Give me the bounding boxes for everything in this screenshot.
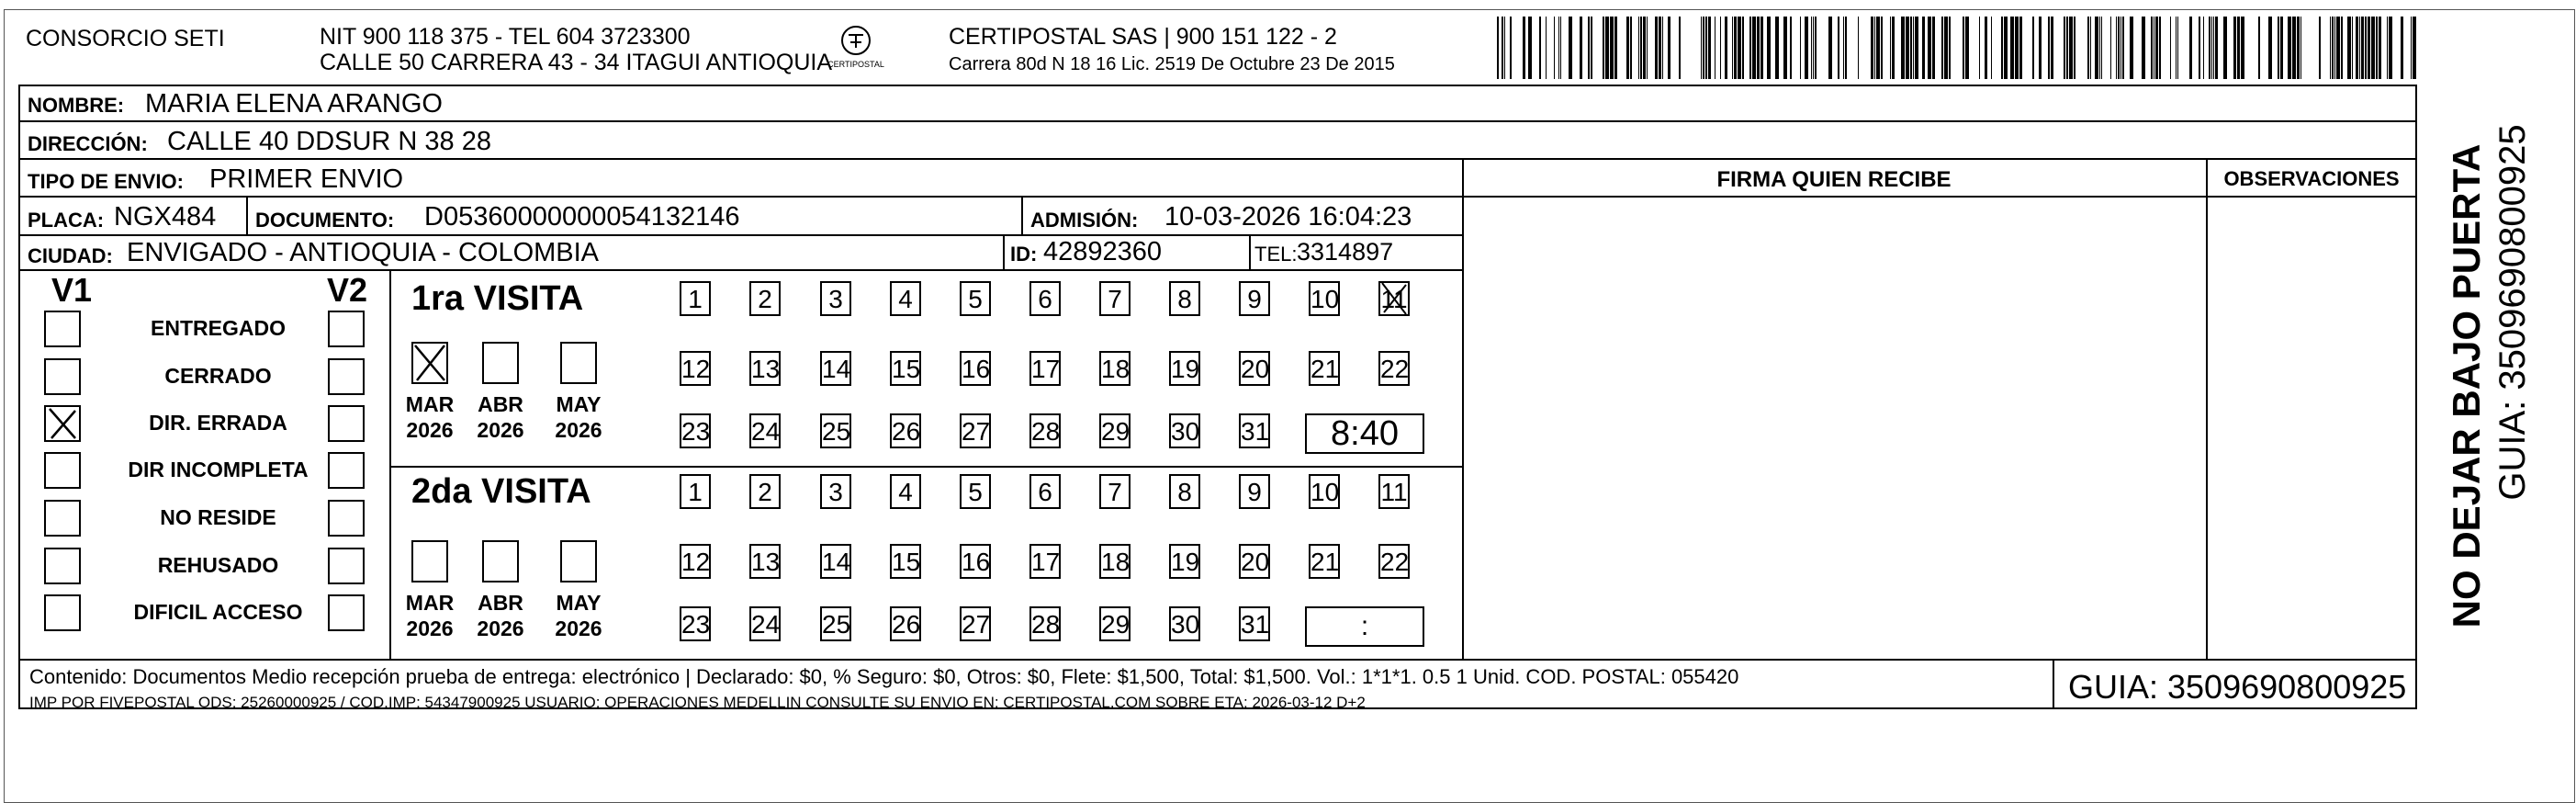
time-box[interactable]: 8:40 xyxy=(1305,413,1424,454)
month-name: ABR xyxy=(478,591,523,615)
status-label: DIR INCOMPLETA xyxy=(128,458,309,481)
month-year: 2026 xyxy=(477,616,524,640)
day-box[interactable]: 5 xyxy=(960,474,991,509)
plate-value: NGX484 xyxy=(114,202,217,232)
day-box[interactable]: 17 xyxy=(1029,544,1061,579)
v1-checkbox[interactable] xyxy=(44,548,81,584)
time-box[interactable]: : xyxy=(1305,606,1424,647)
city-value: ENVIGADO - ANTIOQUIA - COLOMBIA xyxy=(127,238,600,267)
day-box[interactable]: 12 xyxy=(680,544,711,579)
recipient-address: CALLE 40 DDSUR N 38 28 xyxy=(167,127,491,156)
day-box[interactable]: 22 xyxy=(1378,351,1410,386)
v1-checkbox[interactable] xyxy=(44,358,81,395)
phone-label: TEL: xyxy=(1254,243,1298,266)
status-label: DIR. ERRADA xyxy=(149,411,287,435)
month-checkbox-abr[interactable] xyxy=(482,540,519,582)
id-label: ID: xyxy=(1010,243,1038,266)
month-label xyxy=(473,590,528,641)
v1-checkbox[interactable] xyxy=(44,405,81,442)
month-label xyxy=(402,590,457,641)
day-box[interactable]: 10 xyxy=(1309,474,1340,509)
month-checkbox-may[interactable] xyxy=(560,540,597,582)
footer-imp: IMP POR FIVEPOSTAL ODS: 25260000925 / COD.IMP: 54347900925 USUARIO: OPERACIONES MEDELLIN CONSULTE SU ENVIO EN: CERTIPOSTAL.COM SOBRE ETA: 2026-03-12 D+2 xyxy=(29,694,1366,711)
side-guide: GUIA: 3509690800925 xyxy=(2492,124,2533,501)
day-box[interactable]: 14 xyxy=(820,544,851,579)
signature-header: FIRMA QUIEN RECIBE xyxy=(1716,167,1952,192)
month-checkbox-mar[interactable] xyxy=(411,342,448,384)
status-label: DIFICIL ACCESO xyxy=(133,600,303,624)
day-box[interactable]: 9 xyxy=(1239,281,1270,316)
status-label: CERRADO xyxy=(164,364,272,388)
month-name: MAY xyxy=(556,392,602,416)
x-mark-icon xyxy=(411,342,448,384)
side-warning: NO DEJAR BAJO PUERTA xyxy=(2445,143,2488,628)
day-box[interactable]: 11 xyxy=(1378,474,1410,509)
day-box[interactable]: 3 xyxy=(820,281,851,316)
day-box[interactable]: 18 xyxy=(1099,351,1131,386)
day-box[interactable]: 28 xyxy=(1029,606,1061,641)
footer-guide: GUIA: 3509690800925 xyxy=(2068,668,2407,706)
day-box[interactable]: 31 xyxy=(1239,413,1270,448)
day-box[interactable]: 6 xyxy=(1029,281,1061,316)
month-label xyxy=(551,391,606,443)
day-box[interactable]: 7 xyxy=(1099,474,1131,509)
day-box[interactable]: 8 xyxy=(1169,474,1200,509)
day-box[interactable]: 1 xyxy=(680,474,711,509)
day-box[interactable]: 16 xyxy=(960,351,991,386)
day-box[interactable]: 1 xyxy=(680,281,711,316)
footer-content: Contenido: Documentos Medio recepción prueba de entrega: electrónico | Declarado: $0, % Seguro: $0, Otros: $0, Flete: $1,500, Total: $1,500. Vol.: 1*1*1. 0.5 1 Unid. COD. POSTAL: 055420 xyxy=(29,665,1739,688)
month-year: 2026 xyxy=(406,418,454,442)
month-year: 2026 xyxy=(406,616,454,640)
sender-nit: NIT 900 118 375 - TEL 604 3723300 xyxy=(320,24,691,50)
id-value: 42892360 xyxy=(1043,237,1163,266)
day-box[interactable]: 28 xyxy=(1029,413,1061,448)
day-box[interactable]: 20 xyxy=(1239,544,1270,579)
day-box[interactable]: 12 xyxy=(680,351,711,386)
day-box[interactable]: 24 xyxy=(749,606,781,641)
day-box[interactable]: 4 xyxy=(890,281,921,316)
day-box[interactable]: 7 xyxy=(1099,281,1131,316)
address-label: DIRECCIÓN: xyxy=(28,132,148,155)
v2-checkbox[interactable] xyxy=(328,500,365,537)
document-label: DOCUMENTO: xyxy=(255,209,395,232)
day-box[interactable]: 4 xyxy=(890,474,921,509)
day-box[interactable]: 14 xyxy=(820,351,851,386)
day-box[interactable]: 6 xyxy=(1029,474,1061,509)
month-label xyxy=(473,391,528,443)
day-box[interactable]: 3 xyxy=(820,474,851,509)
month-label xyxy=(402,391,457,443)
month-checkbox-abr[interactable] xyxy=(482,342,519,384)
day-box[interactable]: 27 xyxy=(960,606,991,641)
month-year: 2026 xyxy=(555,616,602,640)
month-name: MAR xyxy=(405,591,455,615)
plate-label: PLACA: xyxy=(28,209,105,232)
month-year: 2026 xyxy=(477,418,524,442)
day-box[interactable]: 19 xyxy=(1169,544,1200,579)
v1-checkbox[interactable] xyxy=(44,500,81,537)
shipping-type: PRIMER ENVIO xyxy=(209,164,404,194)
day-box[interactable]: 30 xyxy=(1169,606,1200,641)
v1-checkbox[interactable] xyxy=(44,594,81,631)
v2-label: V2 xyxy=(327,271,368,309)
day-box[interactable]: 26 xyxy=(890,413,921,448)
day-box[interactable]: 15 xyxy=(890,351,921,386)
day-box[interactable]: 24 xyxy=(749,413,781,448)
document-value: D05360000000054132146 xyxy=(424,202,740,232)
day-box[interactable]: 18 xyxy=(1099,544,1131,579)
day-box[interactable]: 26 xyxy=(890,606,921,641)
day-box[interactable]: 23 xyxy=(680,413,711,448)
observations-header: OBSERVACIONES xyxy=(2223,167,2400,190)
month-checkbox-mar[interactable] xyxy=(411,540,448,582)
recipient-name: MARIA ELENA ARANGO xyxy=(145,89,443,119)
day-box[interactable]: 17 xyxy=(1029,351,1061,386)
day-box[interactable]: 29 xyxy=(1099,606,1131,641)
v2-checkbox[interactable] xyxy=(328,405,365,442)
admission-value: 10-03-2026 16:04:23 xyxy=(1164,202,1412,232)
courier-line2: Carrera 80d N 18 16 Lic. 2519 De Octubre 23 De 2015 xyxy=(949,54,1395,74)
admission-label: ADMISIÓN: xyxy=(1030,209,1139,232)
v2-checkbox[interactable] xyxy=(328,358,365,395)
day-box[interactable]: 13 xyxy=(749,544,781,579)
sender-name: CONSORCIO SETI xyxy=(26,26,225,51)
day-box[interactable]: 10 xyxy=(1309,281,1340,316)
day-box[interactable]: 27 xyxy=(960,413,991,448)
v1-checkbox[interactable] xyxy=(44,452,81,489)
shipping-label: TIPO DE ENVIO: xyxy=(28,170,184,193)
day-box[interactable]: 2 xyxy=(749,474,781,509)
day-box[interactable]: 13 xyxy=(749,351,781,386)
day-box[interactable]: 11 xyxy=(1378,281,1410,316)
day-box[interactable]: 25 xyxy=(820,606,851,641)
day-box[interactable]: 29 xyxy=(1099,413,1131,448)
v1-checkbox[interactable] xyxy=(44,311,81,347)
day-box[interactable]: 23 xyxy=(680,606,711,641)
day-box[interactable]: 8 xyxy=(1169,281,1200,316)
city-label: CIUDAD: xyxy=(28,244,113,267)
v1-label: V1 xyxy=(51,271,93,309)
v2-checkbox[interactable] xyxy=(328,594,365,631)
visit2-title: 2da VISITA xyxy=(411,472,591,511)
day-box[interactable]: 31 xyxy=(1239,606,1270,641)
day-box[interactable]: 30 xyxy=(1169,413,1200,448)
month-label xyxy=(551,590,606,641)
day-box[interactable]: 20 xyxy=(1239,351,1270,386)
x-mark-icon xyxy=(1378,281,1410,316)
day-box[interactable]: 21 xyxy=(1309,351,1340,386)
day-box[interactable]: 22 xyxy=(1378,544,1410,579)
month-checkbox-may[interactable] xyxy=(560,342,597,384)
sender-address: CALLE 50 CARRERA 43 - 34 ITAGUI ANTIOQUIA xyxy=(320,50,833,75)
day-box[interactable]: 16 xyxy=(960,544,991,579)
month-name: MAR xyxy=(405,392,455,416)
day-box[interactable]: 15 xyxy=(890,544,921,579)
month-name: ABR xyxy=(478,392,523,416)
month-year: 2026 xyxy=(555,418,602,442)
v2-checkbox[interactable] xyxy=(328,548,365,584)
v2-checkbox[interactable] xyxy=(328,452,365,489)
courier-line1: CERTIPOSTAL SAS | 900 151 122 - 2 xyxy=(949,24,1337,50)
name-label: NOMBRE: xyxy=(28,94,125,117)
visit1-title: 1ra VISITA xyxy=(411,279,584,318)
day-box[interactable]: 5 xyxy=(960,281,991,316)
month-name: MAY xyxy=(556,591,602,615)
day-box[interactable]: 9 xyxy=(1239,474,1270,509)
status-label: NO RESIDE xyxy=(160,505,276,529)
v2-checkbox[interactable] xyxy=(328,311,365,347)
day-box[interactable]: 21 xyxy=(1309,544,1340,579)
logo-text: CERTIPOSTAL xyxy=(827,60,884,69)
day-box[interactable]: 19 xyxy=(1169,351,1200,386)
status-label: ENTREGADO xyxy=(151,316,286,340)
day-box[interactable]: 25 xyxy=(820,413,851,448)
x-mark-icon xyxy=(44,405,81,442)
phone-value: 3314897 xyxy=(1297,238,1394,266)
day-box[interactable]: 2 xyxy=(749,281,781,316)
status-label: REHUSADO xyxy=(157,553,279,577)
